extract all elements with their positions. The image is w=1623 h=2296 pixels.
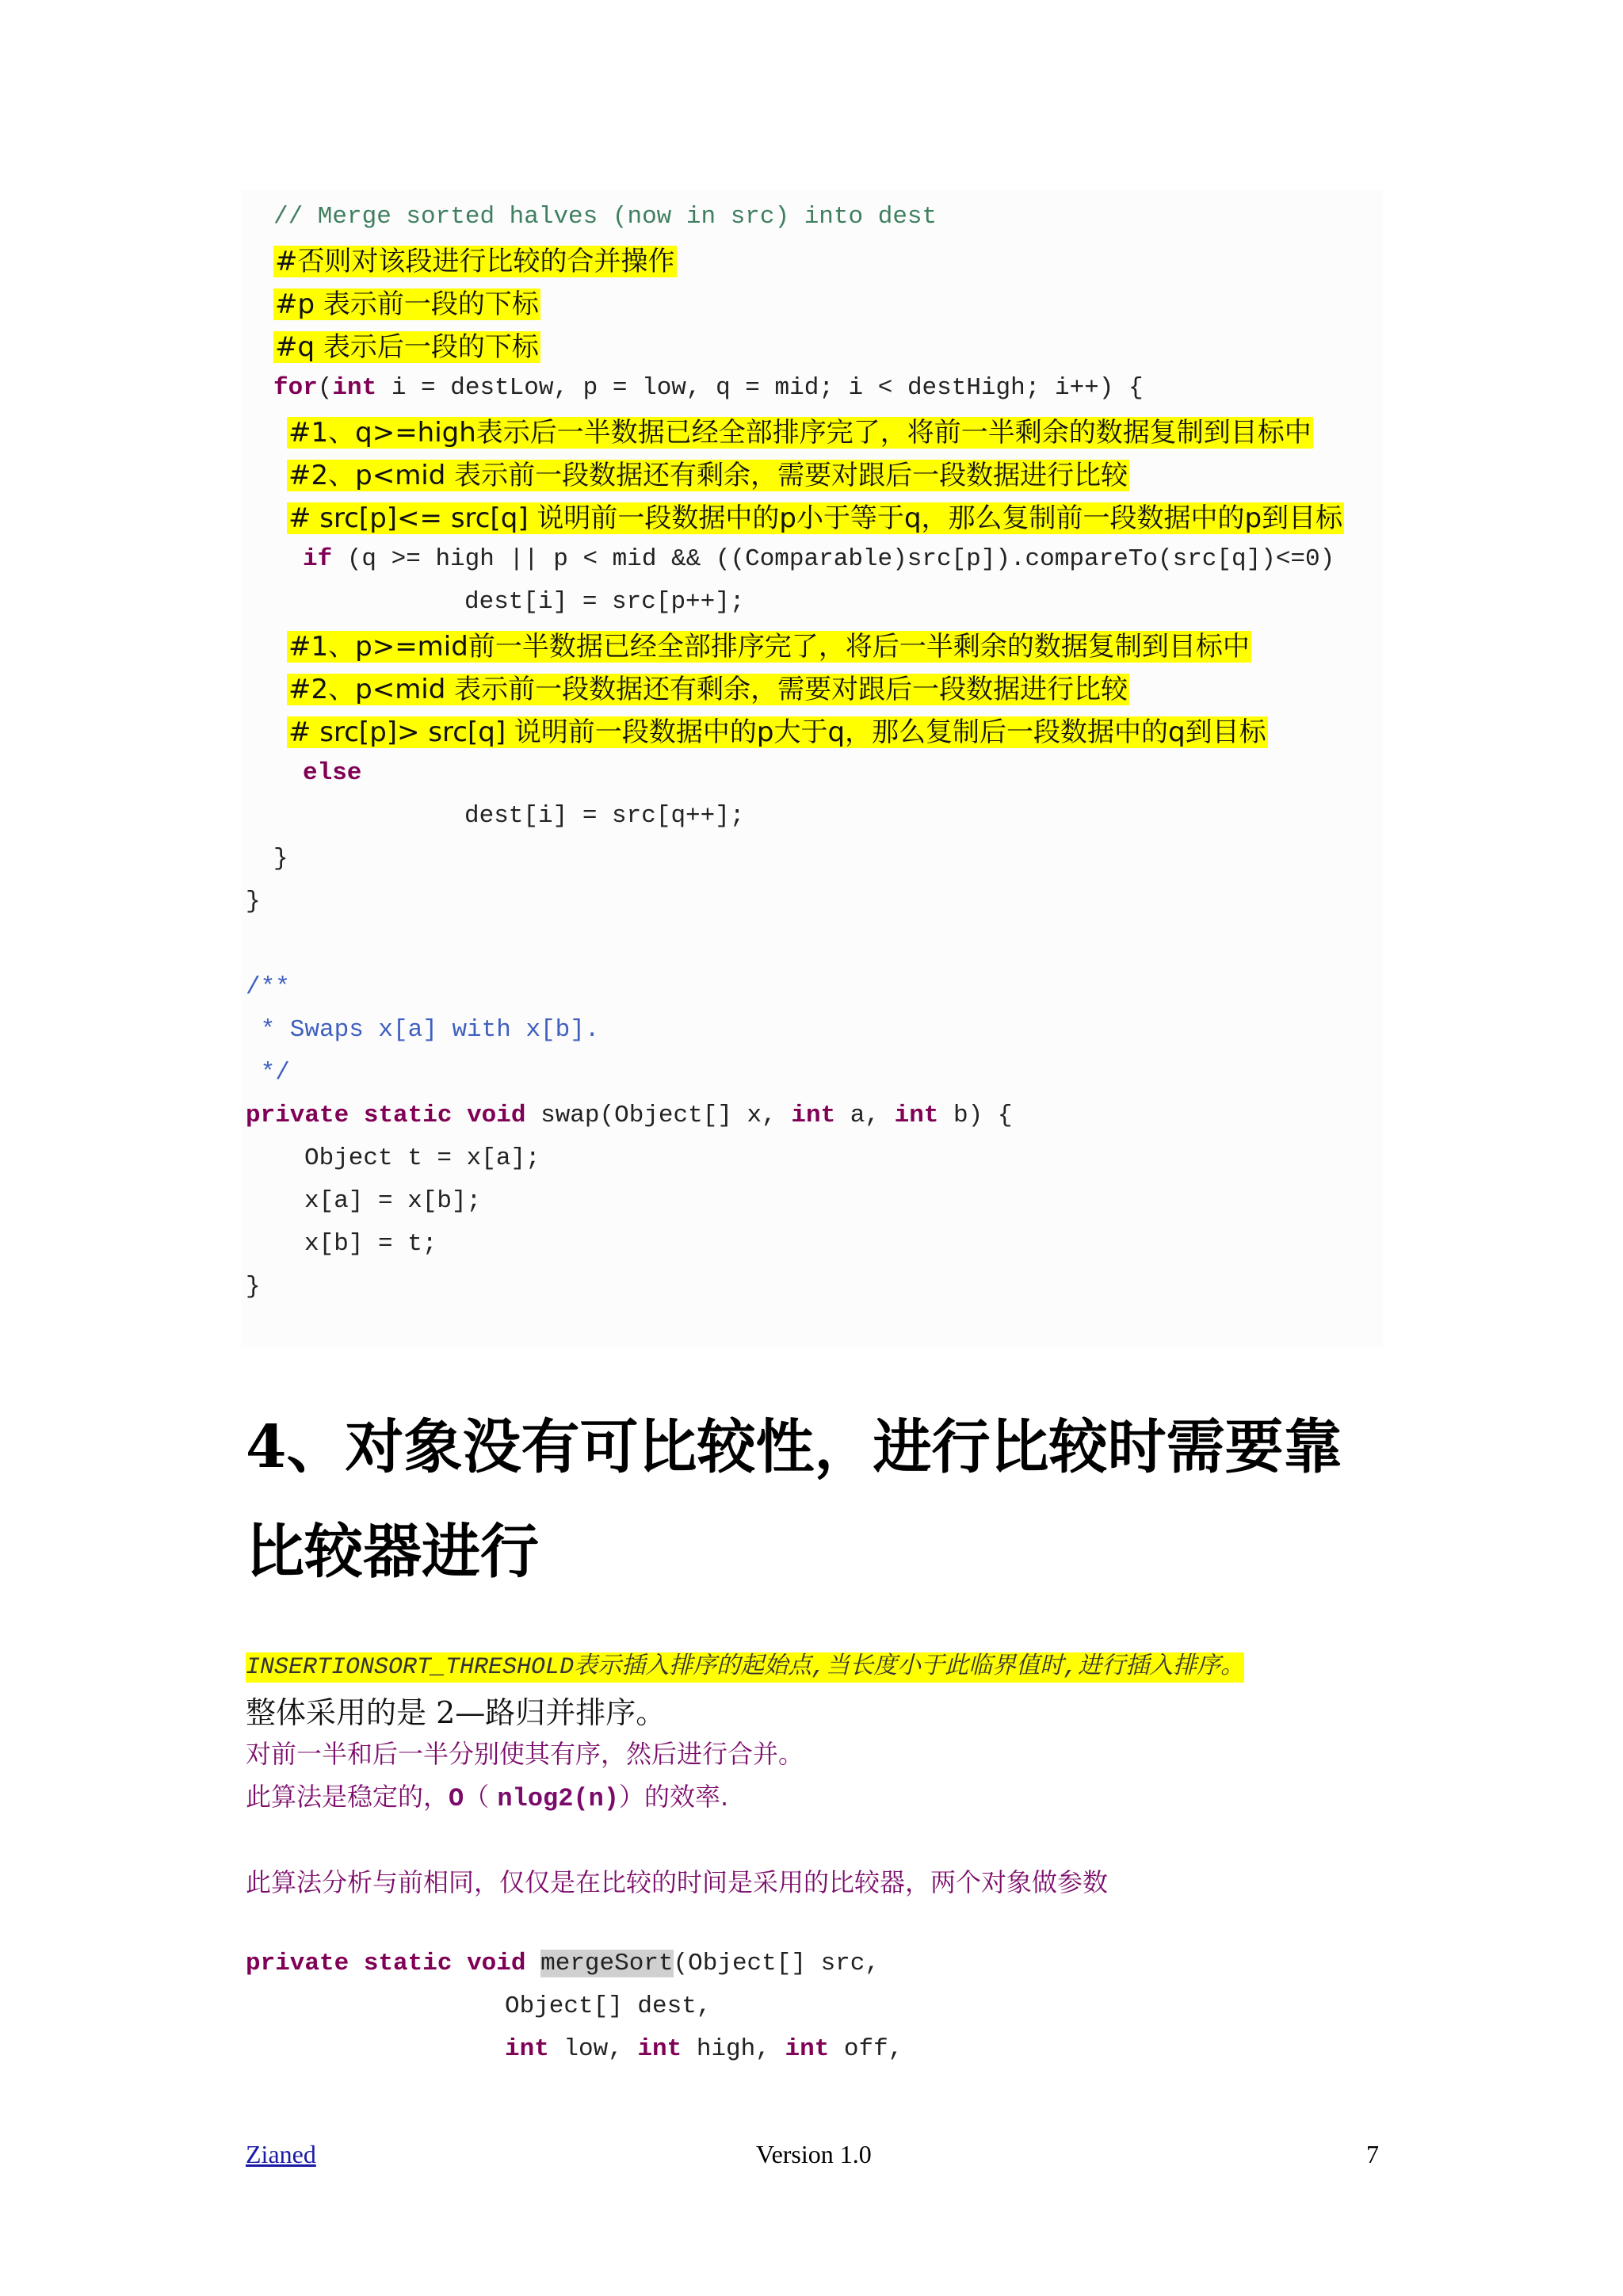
for-paren: ( <box>317 374 333 402</box>
stable-o: O <box>449 1784 464 1813</box>
param-off: off, <box>829 2035 903 2063</box>
highlight-if-1: #1、q>=high表示后一半数据已经全部排序完了，将前一半剩余的数据复制到目标中 <box>288 417 1312 449</box>
if-rest: (q >= high || p < mid && ((Comparable)src[p]).compareTo(src[q])<=0) <box>332 545 1335 573</box>
merge-params-2: Object[] dest, <box>505 1992 712 2020</box>
kw-if: if <box>303 545 333 573</box>
para-overall: 整体采用的是 2—路归并排序。 <box>246 1695 666 1730</box>
highlight-else-2: #2、p<mid 表示前一段数据还有剩余，需要对跟后一段数据进行比较 <box>288 674 1128 705</box>
para-half: 对前一半和后一半分别使其有序，然后进行合并。 <box>246 1739 804 1769</box>
highlight-line <box>287 713 1268 751</box>
kw-void: void <box>467 1102 526 1129</box>
merge-params-1: (Object[] src, <box>673 1950 880 1977</box>
merge-params-3 <box>505 2030 903 2069</box>
highlight-line <box>273 285 540 323</box>
para-stable <box>246 1777 728 1813</box>
highlight-line <box>287 414 1313 452</box>
swap-body-1: Object t = x[a]; <box>304 1144 540 1172</box>
highlight-note-1: #否则对该段进行比较的合并操作 <box>275 246 675 277</box>
highlight-note-2: #p 表示前一段的下标 <box>275 288 539 320</box>
swap-close: } <box>246 1273 261 1301</box>
highlight-line <box>273 243 677 281</box>
javadoc-close: */ <box>246 1059 290 1087</box>
kw-int-low: int <box>505 2035 549 2063</box>
kw-private: private <box>246 1950 349 1977</box>
kw-static: static <box>363 1950 453 1977</box>
swap-signature <box>246 1097 1012 1135</box>
swap-sig-2: a, <box>835 1102 895 1129</box>
kw-int: int <box>332 374 377 402</box>
swap-body-2: x[a] = x[b]; <box>304 1187 482 1215</box>
javadoc-body: * Swaps x[a] with x[b]. <box>246 1016 600 1044</box>
kw-int-a: int <box>791 1102 836 1129</box>
highlight-line <box>287 628 1251 666</box>
assign-q: dest[i] = src[q++]; <box>464 802 745 830</box>
highlight-line <box>273 328 540 366</box>
assign-p: dest[i] = src[p++]; <box>464 588 745 616</box>
stable-n: nlog2(n) <box>497 1784 620 1813</box>
footer-version: Version 1.0 <box>756 2140 872 2168</box>
stable-text-c: ）的效率. <box>619 1782 729 1812</box>
para-analysis: 此算法分析与前相同，仅仅是在比较的时间是采用的比较器，两个对象做参数 <box>246 1867 1109 1897</box>
param-low: low, <box>548 2035 638 2063</box>
stable-text-a: 此算法是稳定的， <box>246 1782 449 1812</box>
brace-outer: } <box>246 888 261 915</box>
highlight-line <box>287 499 1344 537</box>
swap-sig-3: b) { <box>938 1102 1013 1129</box>
kw-static: static <box>363 1102 453 1129</box>
if-line <box>303 541 1335 579</box>
brace-inner: } <box>273 845 288 873</box>
highlight-line <box>287 457 1129 495</box>
kw-int-high: int <box>637 2035 682 2063</box>
javadoc-open: /** <box>246 973 290 1001</box>
highlight-if-2: #2、p<mid 表示前一段数据还有剩余，需要对跟后一段数据进行比较 <box>288 460 1128 491</box>
kw-int-b: int <box>894 1102 939 1129</box>
highlight-else-1: #1、p>=mid前一半数据已经全部排序完了，将后一半剩余的数据复制到目标中 <box>288 631 1250 663</box>
highlight-line <box>287 670 1129 709</box>
footer-page-number: 7 <box>1366 2140 1379 2168</box>
section-heading-line2: 比较器进行 <box>246 1518 539 1586</box>
section-heading-line1: 4、对象没有可比较性，进行比较时需要靠 <box>246 1413 1342 1481</box>
threshold-highlight: INSERTIONSORT_THRESHOLD表示插入排序的起始点,当长度小于此临界值时,进行插入排序。 <box>246 1654 1245 1681</box>
for-rest: i = destLow, p = low, q = mid; i < destHigh; i++) { <box>376 374 1144 402</box>
merge-signature <box>246 1945 880 1983</box>
footer-author-link[interactable]: Zianed <box>246 2140 316 2168</box>
kw-int-off: int <box>785 2035 830 2063</box>
highlight-if-3: # src[p]<= src[q] 说明前一段数据中的p小于等于q，那么复制前一段数据中的p到目标 <box>288 502 1343 534</box>
swap-body-3: x[b] = t; <box>304 1230 437 1258</box>
for-line <box>273 369 1144 407</box>
stable-text-b: （ <box>464 1782 498 1812</box>
comment-merge: // Merge sorted halves (now in src) into dest <box>273 203 938 231</box>
kw-for: for <box>273 374 318 402</box>
kw-else: else <box>303 759 362 787</box>
threshold-line <box>246 1645 1244 1681</box>
method-name-mergesort: mergeSort <box>540 1950 674 1977</box>
kw-private: private <box>246 1102 349 1129</box>
highlight-else-3: # src[p]> src[q] 说明前一段数据中的p大于q，那么复制后一段数据中的q到目标 <box>288 716 1266 748</box>
param-high: high, <box>682 2035 785 2063</box>
highlight-note-3: #q 表示后一段的下标 <box>275 331 539 363</box>
kw-void: void <box>467 1950 526 1977</box>
swap-sig-1: swap(Object[] x, <box>525 1102 792 1129</box>
